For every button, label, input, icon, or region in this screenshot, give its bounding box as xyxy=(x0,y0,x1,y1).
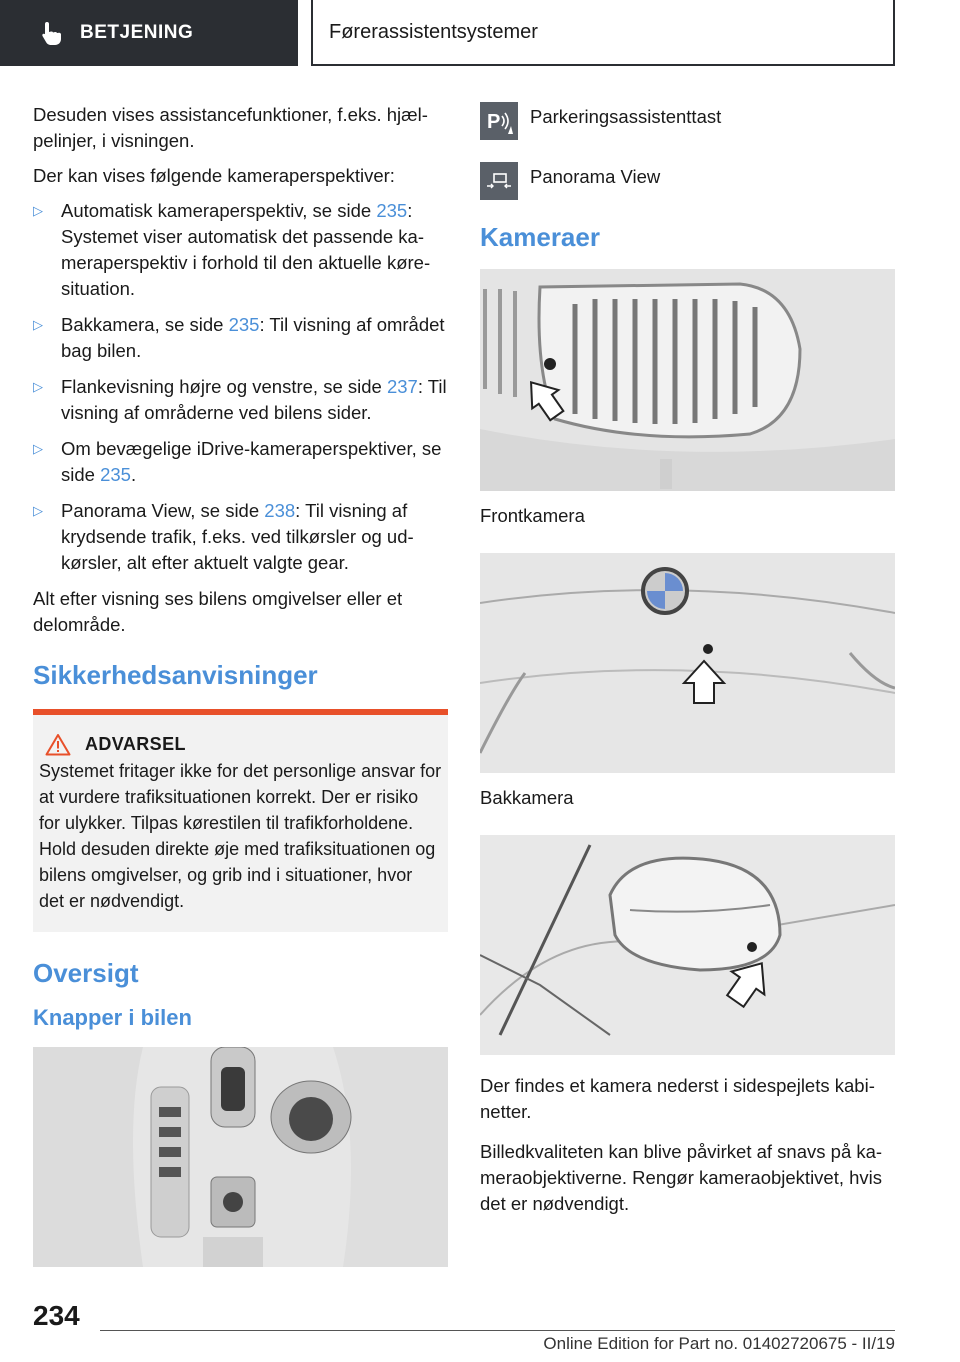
intro-paragraph-1: Desuden vises assistancefunktioner, f.eks. hjælpelinjer, i visningen. xyxy=(33,104,428,151)
camera-perspective-list xyxy=(33,198,448,576)
chapter-title: Førerassistentsystemer xyxy=(329,20,538,43)
page-link[interactable]: 237 xyxy=(386,376,418,397)
section-tab xyxy=(0,0,298,66)
right-column xyxy=(480,102,895,1226)
parking-assistant-label: Parkeringsassistenttast xyxy=(530,106,722,127)
list-item: ▷ Bakkamera, se side 235: Til visning af området bag bilen. xyxy=(33,314,445,361)
warning-label: ADVARSEL xyxy=(85,734,186,754)
panorama-view-label: Panorama View xyxy=(530,166,661,187)
page-number: 234 xyxy=(33,1300,80,1331)
console-buttons-image xyxy=(33,1047,448,1267)
side-camera-text: Der findes et kamera nederst i sidespejlets kabinetter. xyxy=(480,1075,875,1122)
svg-text:P: P xyxy=(487,111,501,133)
cameras-heading: Kameraer xyxy=(480,222,600,252)
page-link[interactable]: 235 xyxy=(228,314,260,335)
triangle-bullet-icon: ▷ xyxy=(33,441,43,456)
intro-paragraph-2: Der kan vises følgende kameraperspektiver: xyxy=(33,165,395,186)
parking-assistant-icon xyxy=(480,102,518,140)
triangle-bullet-icon: ▷ xyxy=(33,203,43,218)
side-camera-image xyxy=(480,835,895,1055)
warning-triangle-icon xyxy=(45,733,71,756)
parking-assistant-button-row xyxy=(480,102,895,140)
section-label: BETJENING xyxy=(80,22,194,43)
rear-camera-image xyxy=(480,553,895,773)
footer-divider xyxy=(100,1330,895,1331)
footer-edition: Online Edition for Part no. 01402720675 - II/19 xyxy=(543,1334,895,1353)
overview-heading: Oversigt xyxy=(33,958,139,988)
triangle-bullet-icon: ▷ xyxy=(33,379,43,394)
outro-paragraph: Alt efter visning ses bilens omgivelser eller et delområde. xyxy=(33,588,403,635)
image-quality-text: Billedkvaliteten kan blive påvirket af snavs på kameraobjektiverne. Rengør kameraobjektivet, hvis det er nødvendigt. xyxy=(480,1141,883,1214)
list-item: ▷ Om bevægelige iDrive-kameraperspektiver, se side 235. xyxy=(33,438,442,485)
front-camera-image xyxy=(480,269,895,491)
warning-header xyxy=(39,733,442,756)
list-item: ▷ Automatisk kameraperspektiv, se side 235: Systemet viser automatisk det passende kameraperspektiv i forhold til den aktuelle køresituation. xyxy=(33,200,431,299)
page-link[interactable]: 235 xyxy=(100,464,131,485)
chapter-title-box xyxy=(311,0,895,66)
warning-box xyxy=(33,709,448,932)
triangle-bullet-icon: ▷ xyxy=(33,317,43,332)
warning-text: Systemet fritager ikke for det personlige ansvar for at vurdere trafiksituationen korrekt. Der er risiko for ulykker. Tilpas kørestilen til trafikforholdene. Hold desuden direkte øje med trafiksituationen og bilens omgivelser, og grib ind i situationer, hvor det er nødvendigt. xyxy=(39,761,442,911)
left-column xyxy=(33,102,448,1267)
triangle-bullet-icon: ▷ xyxy=(33,503,43,518)
list-item: ▷ Panorama View, se side 238: Til visning af krydsende trafik, f.eks. ved tilkørsler og udkørsler, alt efter aktuelt valgte gear. xyxy=(33,500,414,573)
hand-pointer-icon xyxy=(38,19,66,47)
page-link[interactable]: 238 xyxy=(264,500,296,521)
panorama-view-button-row xyxy=(480,162,895,200)
list-item: ▷ Flankevisning højre og venstre, se side 237: Til visning af områderne ved bilens sider. xyxy=(33,376,447,423)
panorama-view-icon xyxy=(480,162,518,200)
rear-camera-caption: Bakkamera xyxy=(480,787,574,808)
buttons-heading: Knapper i bilen xyxy=(33,1005,192,1030)
front-camera-caption: Frontkamera xyxy=(480,505,585,526)
safety-heading: Sikkerhedsanvisninger xyxy=(33,660,318,690)
page-link[interactable]: 235 xyxy=(376,200,408,221)
